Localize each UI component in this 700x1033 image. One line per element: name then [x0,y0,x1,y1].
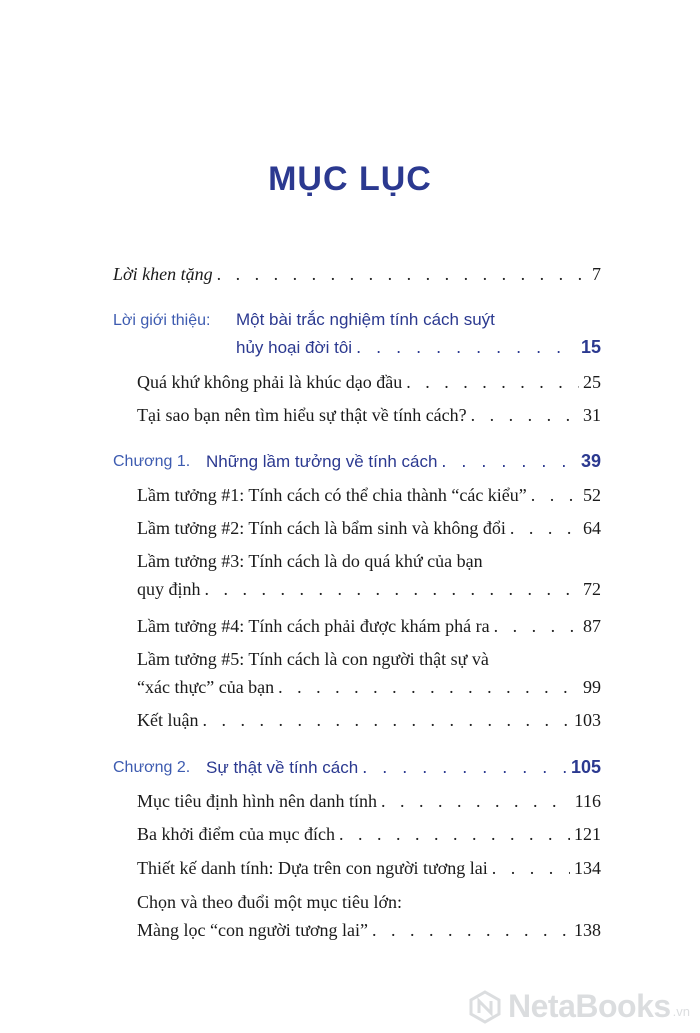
intro-title-line1[interactable]: Một bài trắc nghiệm tính cách suýt [236,310,495,329]
dot-leader [372,919,570,941]
toc-entry-ch1-item-6[interactable] [137,709,601,731]
page-number: 87 [583,616,601,636]
dot-leader [205,578,579,600]
toc-entry-label: Lời khen tặng [113,264,213,284]
toc-entry-label: “xác thực” của bạn [137,677,275,697]
page-number: 39 [580,451,601,471]
toc-entry-label: Tại sao bạn nên tìm hiểu sự thật về tính cách? [137,405,467,425]
page-number: 105 [570,757,601,777]
toc-entry-praise[interactable] [113,263,601,285]
dot-leader [492,857,570,879]
toc-entry-ch1-item-5[interactable] [137,676,601,698]
toc-entry-ch2-item-3[interactable] [137,857,601,879]
dot-leader [356,336,577,358]
toc-entry-ch1-item-4[interactable] [137,615,601,637]
toc-entry-ch1-item-1[interactable] [137,484,601,506]
page-number: 138 [574,920,601,940]
netabooks-logo-icon [468,990,502,1024]
watermark [468,988,690,1025]
toc-entry-label: Ba khởi điểm của mục đích [137,824,335,844]
toc-entry-ch1-item-5-line1[interactable]: Lầm tưởng #5: Tính cách là con người thật sự và [137,649,489,669]
toc-entry-ch2-item-2[interactable] [137,823,601,845]
page-title: MỤC LỤC [268,160,432,198]
intro-prefix: Lời giới thiệu: [113,312,211,329]
chapter1-title: Những lầm tưởng về tính cách [206,452,438,471]
page-number: 134 [574,858,601,878]
page-number: 121 [574,824,601,844]
dot-leader [217,263,588,285]
toc-entry-label: Thiết kế danh tính: Dựa trên con người tương lai [137,858,488,878]
toc-entry-label: quy định [137,579,201,599]
toc-entry-label: Mục tiêu định hình nên danh tính [137,791,377,811]
page-number: 7 [592,264,601,284]
page-number: 15 [580,337,601,357]
toc-entry-intro-item-2[interactable] [137,404,601,426]
page-number: 99 [583,677,601,697]
watermark-suffix: .vn [672,1004,690,1019]
toc-entry-label: Quá khứ không phải là khúc dạo đầu [137,372,403,392]
intro-title-line2: hủy hoại đời tôi [236,338,353,357]
page-number: 103 [574,710,601,730]
toc-entry-ch2-item-4-line1[interactable]: Chọn và theo đuổi một mục tiêu lớn: [137,892,402,912]
toc-entry-ch1-item-3[interactable] [137,578,601,600]
toc-entry-ch2-item-4[interactable] [137,919,601,941]
dot-leader [202,709,570,731]
dot-leader [406,371,579,393]
dot-leader [531,484,579,506]
toc-entry-label: Lầm tưởng #1: Tính cách có thể chia thành “các kiểu” [137,485,527,505]
dot-leader [278,676,579,698]
chapter1-prefix: Chương 1. [113,453,191,470]
page-number: 116 [574,791,601,811]
page-number: 25 [583,372,601,392]
dot-leader [510,517,579,539]
toc-entry-chapter2[interactable] [206,756,601,779]
chapter2-prefix: Chương 2. [113,759,191,776]
dot-leader [362,756,567,778]
dot-leader [471,404,579,426]
dot-leader [494,615,579,637]
chapter2-title: Sự thật về tính cách [206,758,359,777]
dot-leader [441,450,577,472]
toc-entry-ch2-item-1[interactable] [137,790,601,812]
toc-entry-chapter1[interactable] [206,450,601,473]
toc-entry-ch1-item-3-line1[interactable]: Lầm tưởng #3: Tính cách là do quá khứ của bạn [137,551,483,571]
page-number: 72 [583,579,601,599]
dot-leader [381,790,571,812]
toc-entry-intro[interactable] [236,336,601,359]
watermark-brand: NetaBooks [508,988,671,1024]
page-number: 31 [583,405,601,425]
dot-leader [339,823,570,845]
page-number: 64 [583,518,601,538]
toc-entry-label: Kết luận [137,710,199,730]
toc-entry-label: Lầm tưởng #2: Tính cách là bẩm sinh và không đổi [137,518,506,538]
page-number: 52 [583,485,601,505]
toc-entry-label: Lầm tưởng #4: Tính cách phải được khám phá ra [137,616,490,636]
toc-entry-intro-item-1[interactable] [137,371,601,393]
toc-entry-label: Màng lọc “con người tương lai” [137,920,368,940]
toc-entry-ch1-item-2[interactable] [137,517,601,539]
